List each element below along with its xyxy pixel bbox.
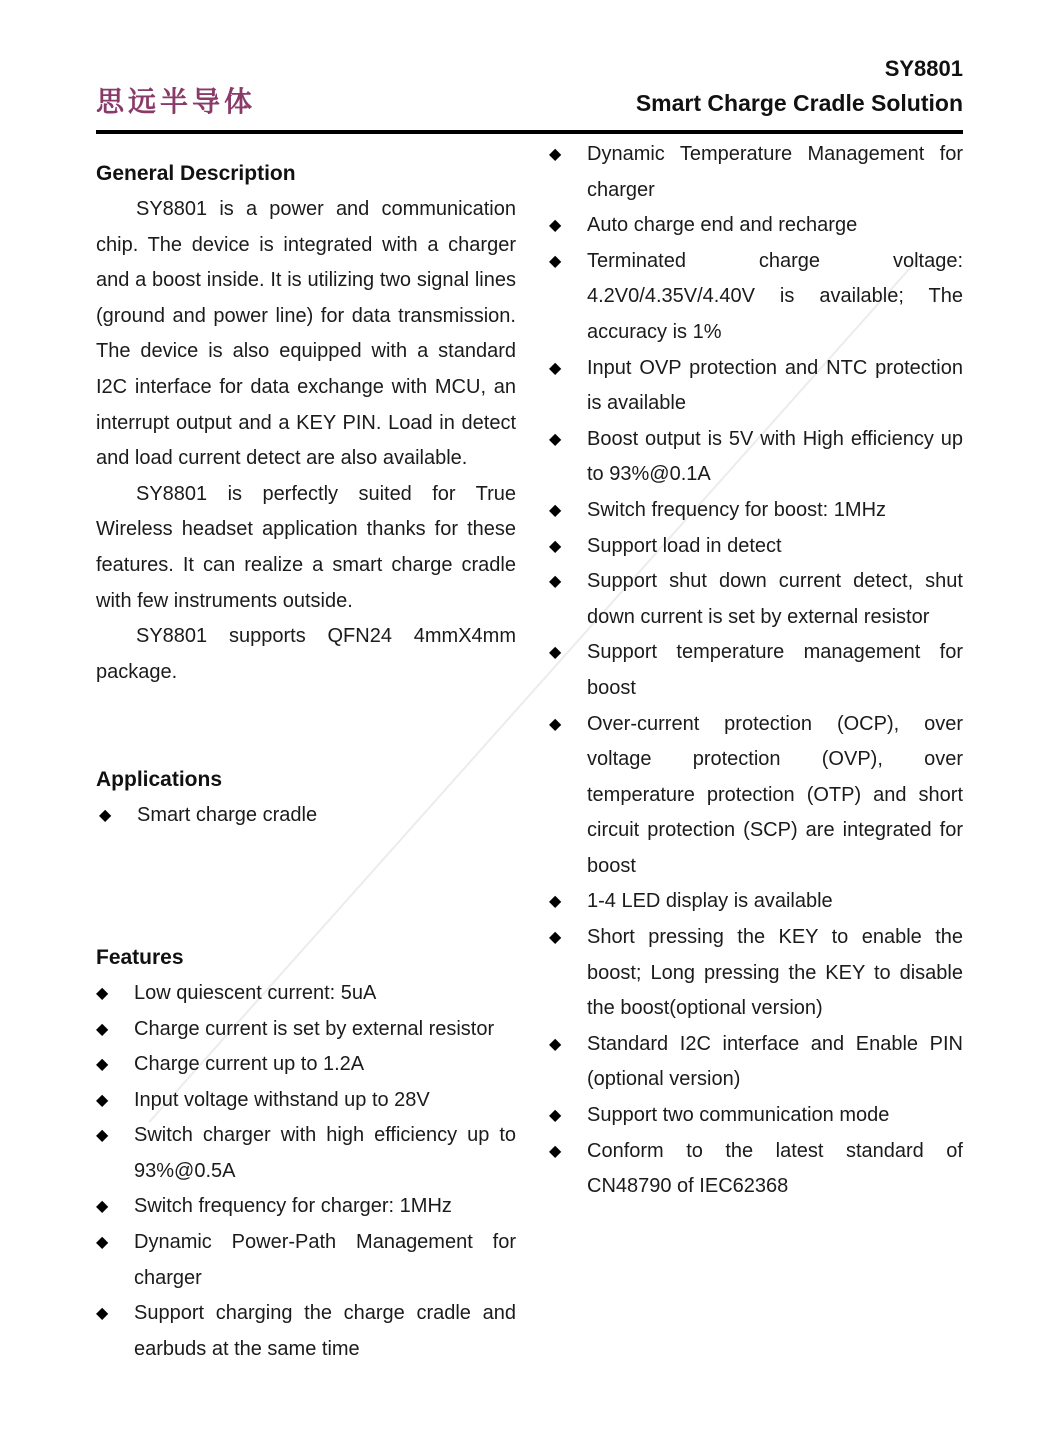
bullet-diamond-icon: ◆ (549, 1035, 562, 1053)
part-number: SY8801 (884, 56, 963, 81)
left-column (96, 136, 516, 1367)
feature-item: ◆ Dynamic Power-Path Management for charger (96, 1225, 516, 1296)
paragraph-line: SY8801 supports QFN24 4mmX4mm (136, 625, 516, 648)
feature-item: ◆ Dynamic Temperature Management for charger (549, 137, 963, 208)
bullet-diamond-icon: ◆ (96, 1305, 109, 1323)
feature-item: ◆ Charge current is set by external resistor (96, 1012, 516, 1048)
features-heading: Features (96, 945, 184, 969)
bullet-diamond-icon: ◆ (549, 430, 562, 448)
feature-item: ◆ Charge current up to 1.2A (96, 1047, 516, 1083)
general-description-paragraph: SY8801 is a power and communication chip. The device is integrated with a charger and a boost inside. It is utilizing two signal lines (ground and power line) for data transmission. The device is also equipped with a standard I2C interface for data exchange with MCU, an interrupt output and a KEY PIN. Load in detect and load current detect are also available. (96, 198, 516, 470)
general-description-paragraph (96, 619, 516, 690)
bullet-diamond-icon: ◆ (96, 984, 109, 1002)
feature-item: ◆ Switch charger with high efficiency up to 93%@0.5A (96, 1118, 516, 1189)
features-list-right (549, 137, 963, 1205)
feature-item: ◆ Support temperature management for boost (549, 635, 963, 706)
features-list-left (96, 976, 516, 1368)
bullet-diamond-icon: ◆ (99, 807, 112, 825)
feature-item: ◆ Auto charge end and recharge (549, 208, 963, 244)
feature-item: ◆ 1-4 LED display is available (549, 884, 963, 920)
feature-item: ◆ Switch frequency for charger: 1MHz (96, 1189, 516, 1225)
bullet-diamond-icon: ◆ (549, 146, 562, 163)
company-logo: 思远半导体 (96, 86, 257, 118)
page-header (96, 40, 963, 120)
bullet-diamond-icon: ◆ (549, 573, 562, 591)
feature-item: ◆ Terminated charge voltage: 4.2V0/4.35V/4.40V is available; The accuracy is 1% (549, 244, 963, 351)
feature-item: ◆ Conform to the latest standard of CN48790 of IEC62368 (549, 1134, 963, 1205)
page-content (96, 40, 963, 1367)
feature-item: ◆ Support charging the charge cradle and earbuds at the same time (96, 1296, 516, 1367)
feature-item: ◆ Short pressing the KEY to enable the boost; Long pressing the KEY to disable the boost(optional version) (549, 920, 963, 1027)
general-description-heading: General Description (96, 162, 296, 185)
feature-item: ◆ Low quiescent current: 5uA (96, 976, 516, 1012)
feature-item: ◆ Support two communication mode (549, 1098, 963, 1134)
bullet-diamond-icon: ◆ (96, 1020, 109, 1038)
bullet-diamond-icon: ◆ (96, 1056, 109, 1074)
bullet-diamond-icon: ◆ (549, 715, 562, 733)
header-title-block (636, 52, 963, 120)
paragraph-line: package. (96, 660, 178, 683)
feature-item: ◆ Input voltage withstand up to 28V (96, 1083, 516, 1119)
applications-list (96, 798, 516, 834)
right-column (549, 136, 963, 1367)
header-rule (96, 130, 963, 134)
bullet-diamond-icon: ◆ (549, 217, 562, 235)
feature-item: ◆ Switch frequency for boost: 1MHz (549, 493, 963, 529)
feature-item: ◆ Support load in detect (549, 529, 963, 565)
bullet-diamond-icon: ◆ (96, 1234, 109, 1252)
feature-item: ◆ Input OVP protection and NTC protection is available (549, 351, 963, 422)
general-description-paragraph: SY8801 is perfectly suited for True Wireless headset application thanks for these features. It can realize a smart charge cradle with few instruments outside. (96, 482, 516, 612)
bullet-diamond-icon: ◆ (96, 1198, 109, 1216)
bullet-diamond-icon: ◆ (549, 252, 562, 270)
applications-heading: Applications (96, 768, 223, 792)
bullet-diamond-icon: ◆ (549, 1107, 562, 1125)
two-column-body (96, 136, 963, 1367)
feature-item: ◆ Over-current protection (OCP), over voltage protection (OVP), over temperature protection (OTP) and short circuit protection (SCP) are integrated for boost (549, 707, 963, 885)
document-subtitle: Smart Charge Cradle Solution (635, 90, 963, 116)
bullet-diamond-icon: ◆ (549, 929, 562, 947)
bullet-diamond-icon: ◆ (549, 501, 562, 519)
bullet-diamond-icon: ◆ (96, 1091, 109, 1109)
bullet-diamond-icon: ◆ (549, 537, 562, 555)
bullet-diamond-icon: ◆ (549, 644, 562, 662)
feature-item: ◆ Standard I2C interface and Enable PIN (optional version) (549, 1027, 963, 1098)
feature-item: ◆ Support shut down current detect, shut down current is set by external resistor (549, 564, 963, 635)
bullet-diamond-icon: ◆ (549, 359, 562, 377)
bullet-diamond-icon: ◆ (549, 1142, 562, 1160)
bullet-diamond-icon: ◆ (96, 1127, 109, 1145)
bullet-diamond-icon: ◆ (549, 893, 562, 911)
feature-item: ◆ Boost output is 5V with High efficiency up to 93%@0.1A (549, 422, 963, 493)
application-item: ◆ Smart charge cradle (96, 798, 516, 834)
